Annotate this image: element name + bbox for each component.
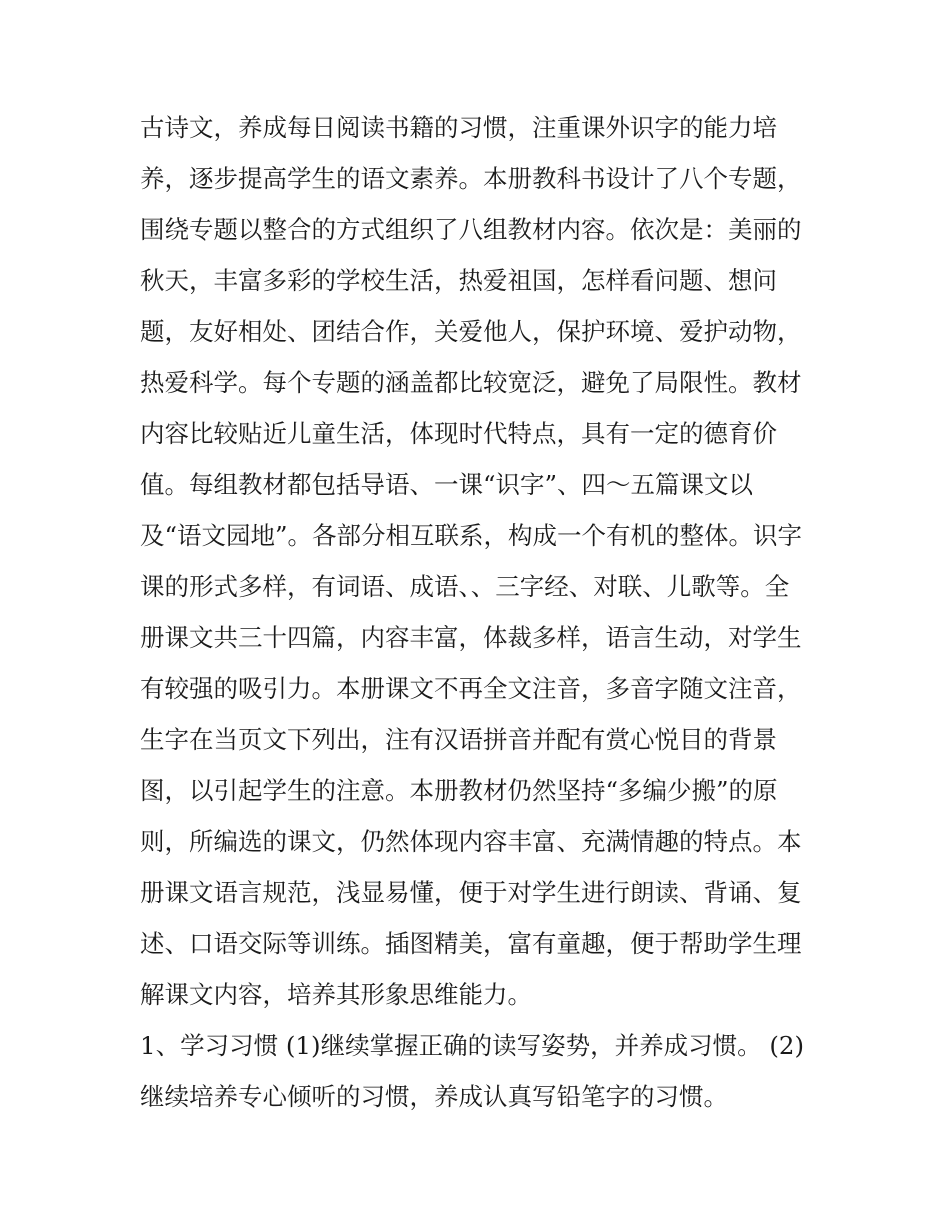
- text-line: 册课文共三十四篇，内容丰富，体裁多样，语言生动，对学生: [140, 623, 802, 652]
- text-line: 值。每组教材都包括导语、一课“识字”、四～五篇课文以: [140, 470, 754, 499]
- text-line: 围绕专题以整合的方式组织了八组教材内容。依次是：美丽的: [140, 215, 802, 244]
- text-line: 述、口语交际等训练。插图精美，富有童趣，便于帮助学生理: [140, 929, 802, 958]
- text-line: 有较强的吸引力。本册课文不再全文注音，多音字随文注音，: [140, 674, 802, 703]
- text-line: 解课文内容，培养其形象思维能力。: [140, 980, 532, 1009]
- text-line: 古诗文，养成每日阅读书籍的习惯，注重课外识字的能力培: [140, 113, 777, 142]
- text-line: 热爱科学。每个专题的涵盖都比较宽泛，避免了局限性。教材: [140, 368, 802, 397]
- text-line: 课的形式多样，有词语、成语、、三字经、对联、儿歌等。全: [140, 572, 790, 601]
- text-line: 继续培养专心倾听的习惯，养成认真写铅笔字的习惯。: [140, 1082, 728, 1111]
- text-line: 则，所编选的课文，仍然体现内容丰富、充满情趣的特点。本: [140, 827, 802, 856]
- text-line: 生字在当页文下列出，注有汉语拼音并配有赏心悦目的背景: [140, 725, 777, 754]
- text-line: 册课文语言规范，浅显易懂，便于对学生进行朗读、背诵、复: [140, 878, 802, 907]
- text-line: 秋天，丰富多彩的学校生活，热爱祖国，怎样看问题、想问: [140, 266, 777, 295]
- text-line: 及“语文园地”。各部分相互联系，构成一个有机的整体。识字: [140, 521, 803, 550]
- text-line: 养，逐步提高学生的语文素养。本册教科书设计了八个专题，: [140, 164, 802, 193]
- text-line: 内容比较贴近儿童生活，体现时代特点，具有一定的德育价: [140, 419, 777, 448]
- text-line: 1、学习习惯 (1)继续掌握正确的读写姿势，并养成习惯。 (2): [140, 1031, 805, 1060]
- text-line: 图，以引起学生的注意。本册教材仍然坚持“多编少搬”的原: [140, 776, 778, 805]
- text-line: 题，友好相处、团结合作，关爱他人，保护环境、爱护动物，: [140, 317, 802, 346]
